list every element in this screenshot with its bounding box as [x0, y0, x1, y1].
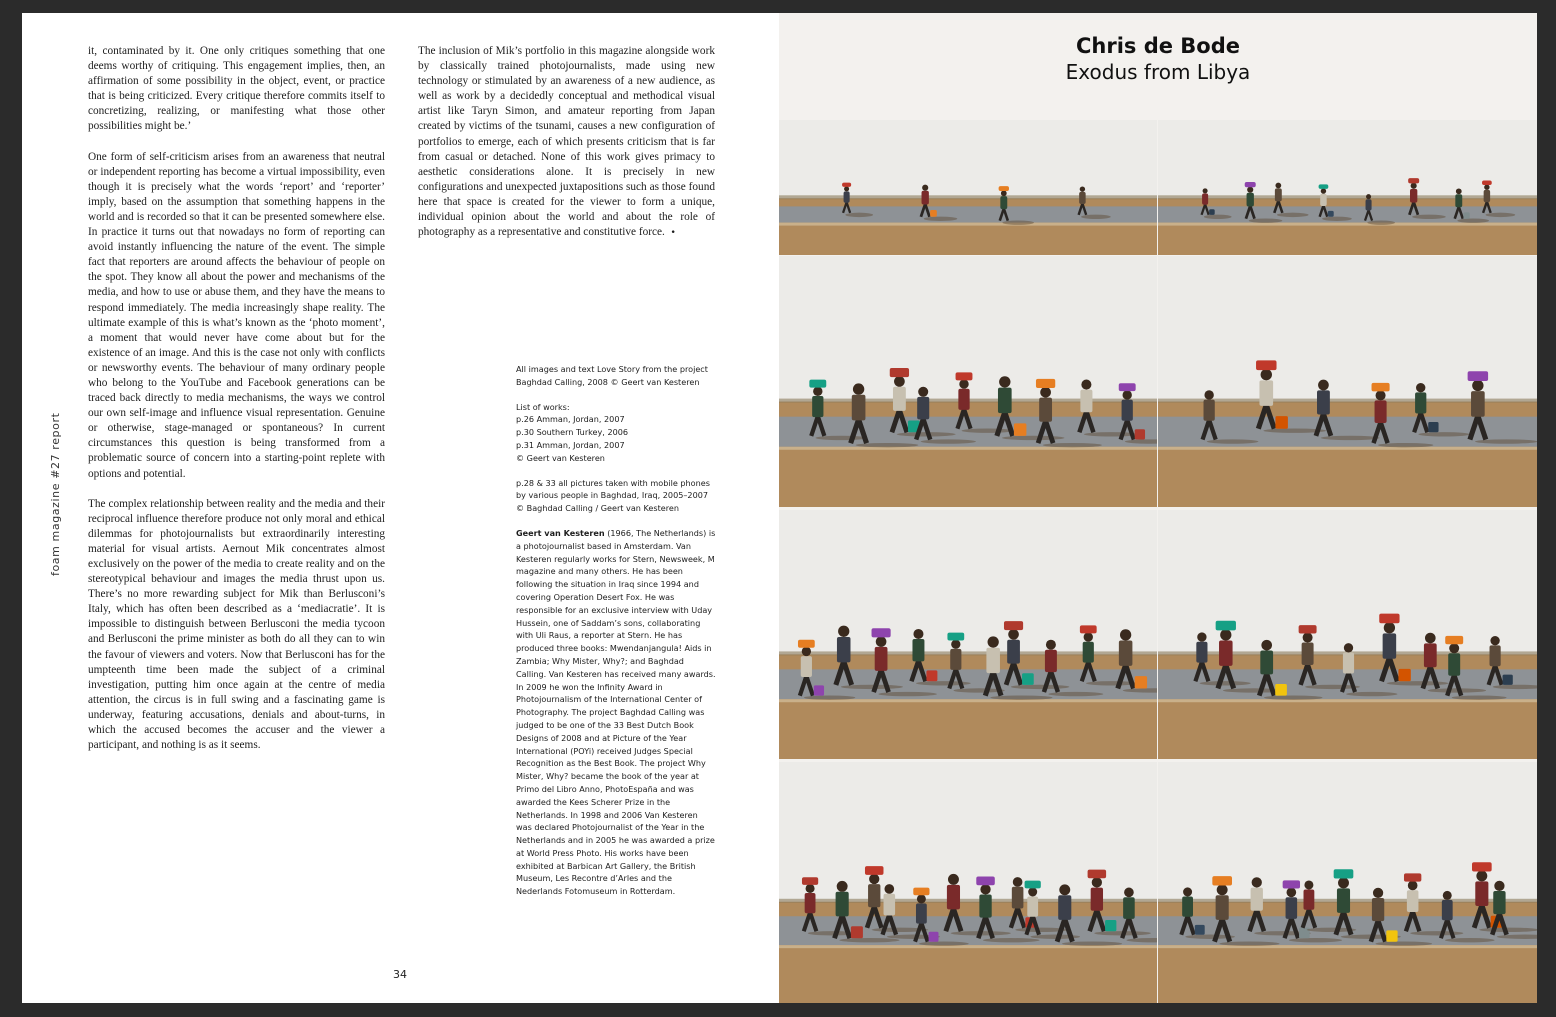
photo-walkers-1: [779, 120, 1157, 255]
sky: [1158, 510, 1537, 654]
bio-text: (1966, The Netherlands) is a photojournalist based in Amsterdam. Van Kesteren regularly works for Stern, Newsweek, M magazine and many others. He has been following the situation in Iraq since 1994 and covering Operation Desert Fox. He was responsible for an exclusive interview with Uday Hussein, one of Saddam’s sons, collaborating with Uli Raus, a reporter at Stern. He has produced three books: Mwendanjangula! Aids in Zambia; Why Mister, Why?; and Baghdad Calling. Van Kesteren has received many awards. In 2009 he won the Infinity Award in Photojournalism of the International Center of Photography. The project Baghdad Calling was judged to be one of the 33 Best Dutch Book Designs of 2008 and at Picture of the Year International (POYi) received Judges Special Recognition as the Best Book. The project Why Mister, Why? became the book of the year at Primo del Libro Anno, PhotoEspaña and was awarded the Kees Scherer Prize in the Netherlands. In 1998 and 2006 Van Kesteren was declared Photojournalist of the Year in the Netherlands and in 2005 he was awarded a prize at World Press Photo. His works have been exhibited at Barbican Art Gallery, the British Museum, Les Recontre d’Arles and the Nederlands Fotomuseum in Rotterdam.: [516, 527, 716, 897]
photo-walkers-7: [779, 762, 1157, 1003]
road-edge: [1158, 223, 1537, 226]
magazine-spread: [22, 13, 1537, 1003]
paragraph: it, contaminated by it. One only critiques something that one deems worthy of critiquing. This engagement implies, then, an affirmation of some possibility in the object, event, or practice that is being criticized. Every critique therefore commits itself to concretizing, realizing, or manifesting what those other possibilities might be.’: [88, 45, 385, 133]
series-title: Exodus from Libya: [1065, 60, 1251, 84]
photo-walkers-8: [1158, 762, 1537, 1003]
paragraph: One form of self-criticism arises from an awareness that neutral or independent reporting has become a virtual impossibility, even though it is precisely what the words ‘report’ and ‘reporter’ imply, based on the assumption that something happens in the world and is recorded so that it can be presented somewhere else. In practice it turns out that nowadays no form of reporting can avoid instantly influencing the nature of the event. The simple fact that reporters are around affects the behaviour of people on the spot. They know all about the power and mechanisms of the media, and how to use or abuse them, and they have the means to respond immediately. The media increasingly shape reality. The ultimate example of this is what’s known as the ‘photo moment’, a moment that would never have come about but for the existence of an image. And this is the case not only with conflicts or newsworthy events. The behaviour of many ordinary people who belong to the YouTube and Facebook generations can be traced back directly to media mechanisms, the ways we control our own self-image and influence visual representation. Genuine or otherwise, stage-managed or spontaneous? In current circumstances this question is being transformed from a problematic source of concern into a starting-point replete with options and potential.: [88, 150, 385, 480]
road-edge: [779, 223, 1157, 226]
photographer-name: Chris de Bode: [1075, 34, 1241, 58]
left-page: [22, 13, 779, 1003]
works-list-item: p.30 Southern Turkey, 2006: [516, 427, 629, 438]
works-list-item: p.31 Amman, Jordan, 2007: [516, 439, 625, 450]
bio-name: Geert van Kesteren: [516, 527, 605, 538]
works-list-item: © Geert van Kesteren: [516, 452, 605, 463]
photo-walkers-5: [779, 510, 1157, 759]
works-list-item: p.26 Amman, Jordan, 2007: [516, 414, 625, 425]
portfolio-title: [779, 33, 1537, 85]
road-edge: [779, 447, 1157, 450]
photo-walkers-3: [779, 256, 1157, 507]
horizon-scrub: [779, 195, 1157, 199]
text-column-right: [418, 44, 715, 241]
road: [779, 206, 1157, 222]
horizon-scrub: [779, 651, 1157, 655]
photo-walkers-4: [1158, 256, 1537, 507]
text-column-left: [88, 44, 385, 753]
works-list-heading: List of works:: [516, 401, 570, 412]
page-number: 34: [393, 968, 407, 981]
sky: [779, 120, 1157, 198]
photo-walkers-2: [1158, 120, 1537, 255]
photo-walkers-6: [1158, 510, 1537, 759]
paragraph: The complex relationship between reality and the media and their reciprocal influence therefore produce not only moral and ethical dilemmas for photojournalists but extraordinarily interesting material for visual artists. Aernout Mik concentrates almost exclusively on the power of the media to create reality and on the stereotypical behaviour and images the media thrust upon us. There’s no more rewarding subject for Mik than Berlusconi’s Italy, which has often been described as a ‘mediacratie’. It is impossible to distinguish between Berlusconi the media tycoon and Berlusconi the prime minister as both do all they can to win the favour of viewers and voters. Now that Berlusconi has for the umpteenth time been made the subject of a criminal investigation, putting him once again at the centre of media attention, the circus is in full swing and a fascinating game is underway, featuring accusations, denials and about-turns, in which the accused becomes the accuser and the viewer a participant, and nothing is as it seems.: [88, 497, 385, 752]
end-mark: •: [670, 228, 676, 239]
mobile-note: p.28 & 33 all pictures taken with mobile phones by various people in Baghdad, Iraq, 2005–2007 © Baghdad Calling / Geert van Kesteren: [516, 477, 710, 514]
road-edge: [1158, 945, 1537, 948]
paragraph: [418, 44, 715, 241]
credits-intro: All images and text Love Story from the project Baghdad Calling, 2008 © Geert van Kesteren: [516, 364, 708, 387]
sky: [779, 510, 1157, 654]
sky: [1158, 120, 1537, 198]
horizon-scrub: [1158, 195, 1537, 199]
paragraph-text: The inclusion of Mik’s portfolio in this magazine alongside work by classically trained photojournalists, made using new technology or stimulated by an awareness of a new audience, as well as work by a decidedly conceptual and methodical visual artist like Taryn Simon, and amateur reporting from Japan created by victims of the tsunami, causes a new configuration of portfolios to emerge, each of which presents criticism that is far from casual or detached. None of this work gives primacy to aesthetic considerations alone. It is precisely in new configurations and unexpected juxtapositions such as those found here that space is created for the viewer to form a unique, individual opinion about the world and about the role of photography as a representative and constitutive force.: [418, 45, 715, 239]
running-head: foam magazine #27 report: [49, 412, 62, 576]
photographer-bio: [516, 527, 716, 898]
credits-block: [516, 363, 716, 910]
works-list: [516, 401, 716, 465]
road-edge: [1158, 447, 1537, 450]
right-page: [779, 13, 1537, 1003]
